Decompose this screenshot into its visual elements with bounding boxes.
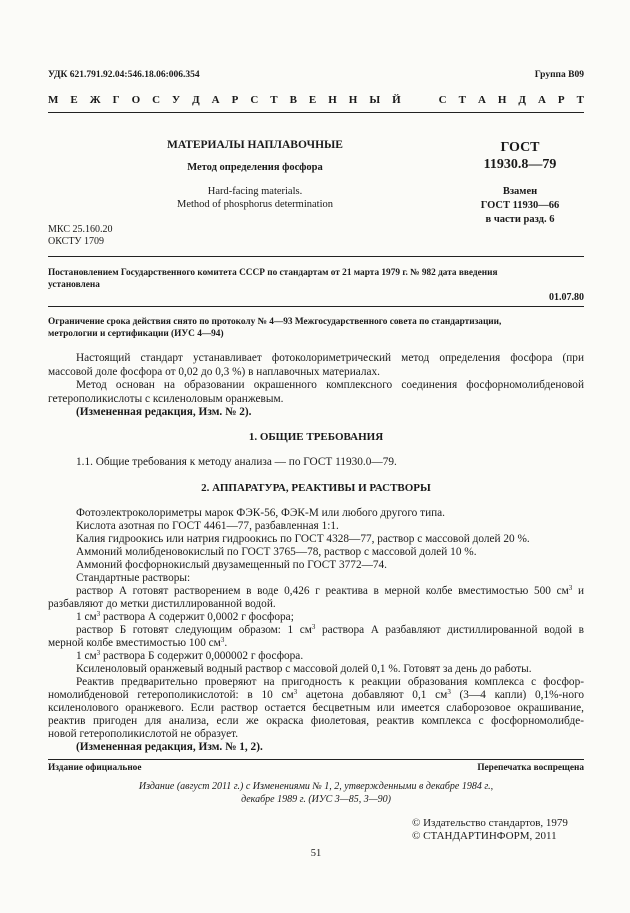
banner-letter: В — [289, 94, 297, 106]
english-title-line1: Hard-facing materials. — [207, 186, 303, 197]
section2-l8: разбавляют до метки дистиллированной водой. — [48, 598, 276, 610]
decree-rule — [48, 306, 584, 307]
banner-letter: Н — [497, 94, 507, 106]
banner-letter: С — [250, 94, 259, 106]
section2-l16: ксиленолового оранжевого. Если раствор остается бесцветным или имеется слаборозовое окрашивание, — [48, 702, 584, 714]
section2-l1: Фотоэлектроколориметры марок ФЭК-56, ФЭК-М или любого другого типа. — [76, 507, 446, 519]
banner-letter: У — [172, 94, 181, 106]
intro-amendment: (Измененная редакция, Изм. № 2). — [76, 406, 252, 418]
replaces-section: в части разд. 6 — [485, 214, 555, 225]
okstu-code: ОКСТУ 1709 — [48, 236, 105, 247]
decree-line1: Постановлением Государственного комитета СССР по стандартам от 21 марта 1979 г. № 982 дата введения — [48, 268, 498, 278]
section2-l14: Реактив предварительно проверяют на пригодность к реакции образования комплекса с фосфор- — [76, 676, 584, 688]
banner-letter: Т — [458, 94, 466, 106]
footer-rule — [48, 759, 584, 760]
banner-letter: Ж — [89, 94, 101, 106]
replaces-label: Взамен — [502, 186, 538, 197]
gost-number: 11930.8—79 — [483, 157, 557, 172]
banner-gap — [413, 94, 427, 106]
banner-letter: М — [48, 94, 59, 106]
section2-l5: Аммоний фосфорнокислый двузамещенный по ГОСТ 3772—74. — [76, 559, 388, 571]
banner-letter: С — [152, 94, 161, 106]
effective-date: 01.07.80 — [549, 292, 584, 303]
banner-letter: Т — [576, 94, 584, 106]
intro-p1-line2: массовой доле фосфора от 0,02 до 0,3 %) в наплавочных материалах. — [48, 366, 380, 378]
banner-letter: О — [131, 94, 141, 106]
udk-code: УДК 621.791.92.04:546.18.06:006.354 — [48, 70, 200, 80]
section2-title: 2. АППАРАТУРА, РЕАКТИВЫ И РАСТВОРЫ — [201, 482, 431, 494]
section2-l9: 1 $см^3$ раствора А содержит 0,0002 г фосфора; — [76, 610, 294, 623]
interstate-standard-banner — [48, 94, 584, 106]
banner-letter: Т — [270, 94, 278, 106]
banner-letter: Н — [328, 94, 337, 106]
intro-p2-line1: Метод основан на образовании окрашенного комплексного соединения фосфорномолибденовой — [76, 379, 584, 391]
banner-letter: С — [438, 94, 447, 106]
copyright-publisher: © Издательство стандартов, 1979 — [412, 817, 568, 829]
gost-label: ГОСТ — [500, 140, 540, 155]
section2-l18: новой гетерополикислотой не образует. — [48, 728, 239, 740]
banner-letter: Н — [348, 94, 358, 106]
banner-letter: Д — [518, 94, 526, 106]
intro-p1-line1: Настоящий стандарт устанавливает фотоколориметрический метод определения фосфора (при — [76, 352, 584, 364]
banner-letter: Е — [70, 94, 78, 106]
banner-letter: А — [211, 94, 220, 106]
banner-letter: А — [537, 94, 546, 106]
edition-note-line1: Издание (август 2011 г.) с Изменениями № 1, 2, утвержденными в декабре 1984 г., — [138, 781, 494, 792]
copyright-standartinform: © СТАНДАРТИНФОРМ, 2011 — [412, 830, 557, 842]
title-rule — [48, 256, 584, 257]
reprint-prohibited: Перепечатка воспрещена — [477, 763, 584, 773]
banner-letter: Р — [557, 94, 565, 106]
mks-code: МКС 25.160.20 — [48, 224, 113, 235]
section2-l4: Аммоний молибденовокислый по ГОСТ 3765—78, раствор с массовой долей 10 %. — [76, 546, 477, 558]
section2-l17: реактив пригоден для анализа, если же окраска фиолетовая, реактив комплекса с фосфорномолибде- — [48, 715, 584, 727]
document-title: МАТЕРИАЛЫ НАПЛАВОЧНЫЕ — [167, 139, 343, 151]
section1-p1: 1.1. Общие требования к методу анализа — по ГОСТ 11930.0—79. — [76, 456, 397, 468]
section2-l3: Калия гидроокись или натрия гидроокись по ГОСТ 4328—77, раствор с массовой долей 20 %. — [76, 533, 530, 545]
section2-l15: номолибденовой гетерополикислотой: в 10 $см^3$ ацетона добавляют 0,1 $см^3$ (3—4 капли) 0,1%-ного — [48, 688, 584, 701]
section2-l6: Стандартные растворы: — [76, 572, 191, 584]
header-rule — [48, 112, 584, 113]
decree-line2: установлена — [48, 280, 100, 290]
banner-letter: Ы — [369, 94, 381, 106]
limitation-line2: метрологии и сертификации (ИУС 4—94) — [48, 329, 224, 339]
document-subtitle: Метод определения фосфора — [187, 162, 323, 173]
section2-l12: 1 $см^3$ раствора Б содержит 0,000002 г фосфора. — [76, 649, 304, 662]
section2-l10: раствор Б готовят следующим образом: 1 $см^3$ раствора А разбавляют дистиллированной водой в — [76, 623, 584, 636]
section2-amendment: (Измененная редакция, Изм. № 1, 2). — [76, 741, 263, 753]
official-edition: Издание официальное — [48, 763, 142, 773]
banner-letter: Е — [308, 94, 317, 106]
banner-letter: Д — [192, 94, 200, 106]
section2-l13: Ксиленоловый оранжевый водный раствор с массовой долей 0,1 %. Готовят за день до работы. — [76, 663, 532, 675]
banner-letter: Г — [112, 94, 120, 106]
section2-l7: раствор А готовят растворением в воде 0,426 г реактива в мерной колбе вместимостью 500 $см^3$ и — [76, 584, 584, 597]
banner-letter: Р — [231, 94, 239, 106]
banner-letter: Й — [392, 94, 401, 106]
section2-l2: Кислота азотная по ГОСТ 4461—77, разбавленная 1:1. — [76, 520, 339, 532]
replaces-standard: ГОСТ 11930—66 — [480, 200, 560, 211]
banner-letter: А — [477, 94, 486, 106]
page-number: 51 — [310, 848, 322, 859]
section1-title: 1. ОБЩИЕ ТРЕБОВАНИЯ — [248, 431, 384, 443]
section2-l11: мерной колбе вместимостью 100 $см^3$. — [48, 636, 228, 649]
english-title-line2: Method of phosphorus determination — [176, 199, 334, 210]
group-code: Группа В09 — [534, 70, 584, 80]
edition-note-line2: декабре 1989 г. (ИУС 3—85, 3—90) — [241, 794, 391, 805]
limitation-line1: Ограничение срока действия снято по протоколу № 4—93 Межгосударственного совета по стандартизации, — [48, 317, 502, 327]
intro-p2-line2: гетерополикислоты с ксиленоловым оранжевым. — [48, 393, 284, 405]
